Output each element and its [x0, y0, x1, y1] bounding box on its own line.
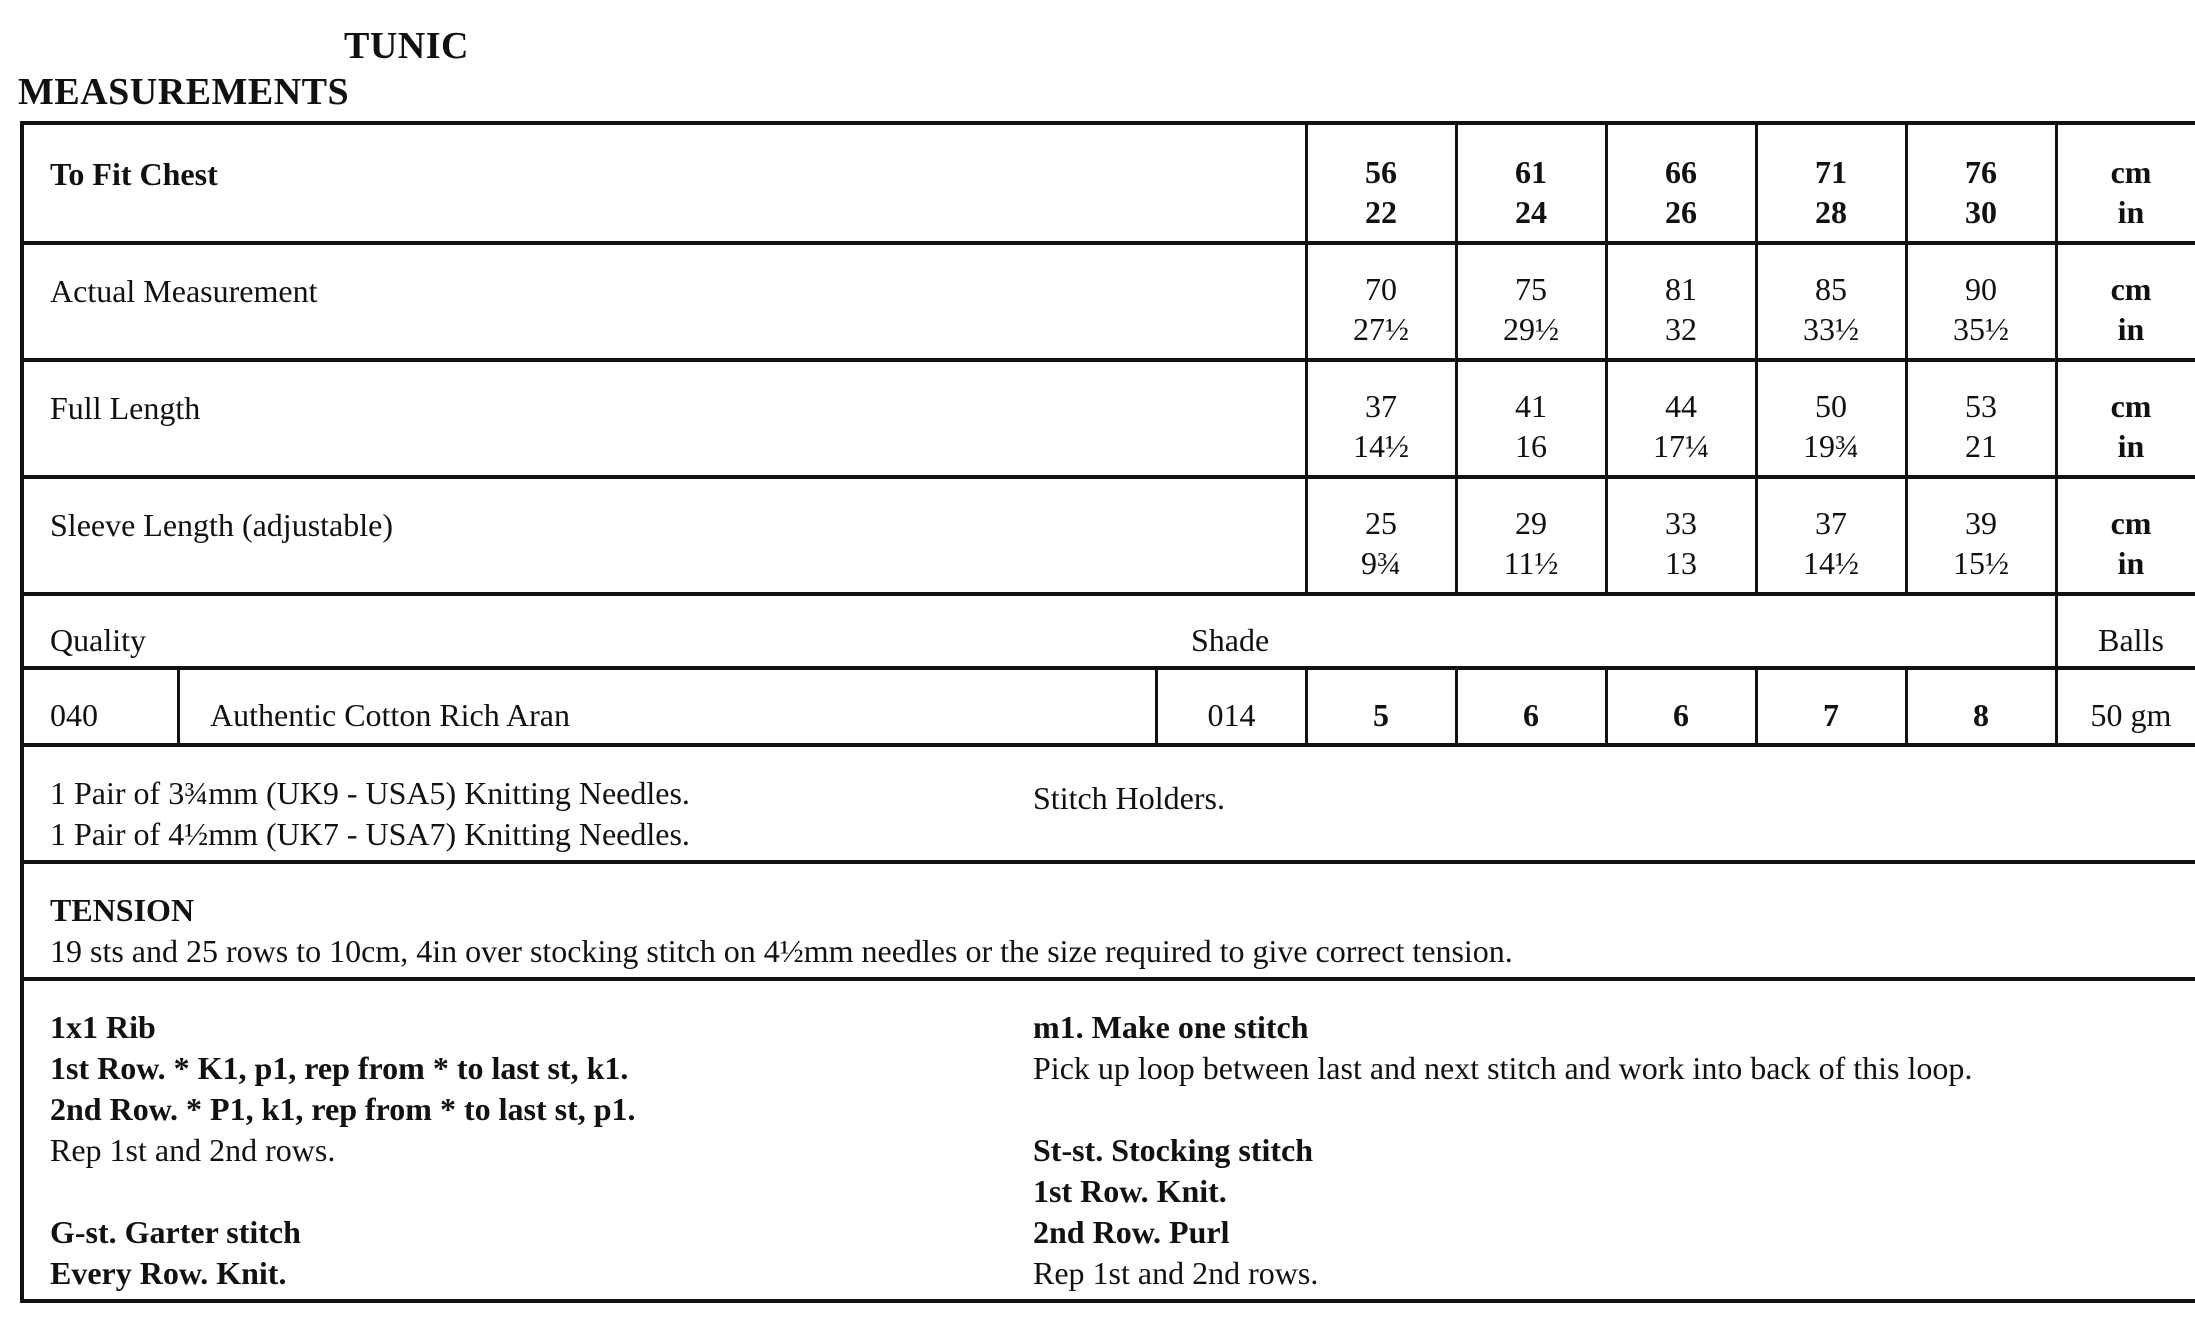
row-divider — [24, 743, 2195, 747]
measurements-heading: MEASUREMENTS — [18, 71, 350, 113]
size-cell: 66 26 — [1665, 154, 1697, 230]
needles-line: 1 Pair of 4½mm (UK7 - USA7) Knitting Needles. — [50, 816, 690, 852]
tension-text: 19 sts and 25 rows to 10cm, 4in over stocking stitch on 4½mm needles or the size required to give correct tension. — [50, 933, 1513, 969]
unit-cell: cm in — [2110, 271, 2152, 347]
stitch-glossary-right — [1033, 1007, 1972, 1294]
size-cell: 39 15½ — [1953, 505, 2009, 581]
ball-weight: 50 gm — [2090, 697, 2172, 733]
tension-heading: TENSION — [50, 892, 195, 928]
balls-count: 6 — [1523, 697, 1539, 733]
column-divider — [177, 666, 180, 747]
balls-count: 8 — [1973, 697, 1989, 733]
size-cell: 85 33½ — [1803, 271, 1859, 347]
size-cell: 33 13 — [1665, 505, 1697, 581]
unit-cell: cm in — [2110, 388, 2152, 464]
row-label-full-length: Full Length — [50, 390, 201, 426]
stitch-holders: Stitch Holders. — [1033, 780, 1225, 816]
quality-code: 040 — [50, 697, 98, 733]
size-cell: 37 14½ — [1803, 505, 1859, 581]
unit-cell: cm in — [2110, 505, 2152, 581]
size-cell: 41 16 — [1515, 388, 1547, 464]
shade-header: Shade — [1191, 622, 1270, 658]
size-cell: 70 27½ — [1353, 271, 1409, 347]
stst-repeat: Rep 1st and 2nd rows. — [1033, 1255, 1319, 1291]
size-cell: 81 32 — [1665, 271, 1697, 347]
size-cell: 25 9¾ — [1361, 505, 1401, 581]
balls-count: 7 — [1823, 697, 1839, 733]
row-divider — [24, 860, 2195, 864]
balls-count: 5 — [1373, 697, 1389, 733]
rib-title: 1x1 Rib — [50, 1009, 156, 1045]
size-cell: 75 29½ — [1503, 271, 1559, 347]
tension-section — [50, 890, 1513, 972]
size-cell: 76 30 — [1965, 154, 1997, 230]
m1-title: m1. Make one stitch — [1033, 1009, 1309, 1045]
size-cell: 56 22 — [1365, 154, 1397, 230]
rib-row: 1st Row. * K1, p1, rep from * to last st, k1. — [50, 1050, 629, 1086]
stitch-glossary-left — [50, 1007, 636, 1294]
row-label-sleeve-length: Sleeve Length (adjustable) — [50, 507, 393, 543]
rib-row: 2nd Row. * P1, k1, rep from * to last st, p1. — [50, 1091, 636, 1127]
row-divider — [24, 358, 2195, 362]
size-cell: 37 14½ — [1353, 388, 1409, 464]
unit-cell: cm in — [2110, 154, 2152, 230]
pattern-title: TUNIC — [344, 25, 469, 67]
yarn-name: Authentic Cotton Rich Aran — [210, 697, 570, 733]
garter-row: Every Row. Knit. — [50, 1255, 287, 1291]
quality-header: Quality — [50, 622, 146, 658]
balls-count: 6 — [1673, 697, 1689, 733]
m1-text: Pick up loop between last and next stitch and work into back of this loop. — [1033, 1050, 1973, 1086]
row-label-chest: To Fit Chest — [50, 156, 218, 192]
measurements-table — [20, 121, 2195, 1303]
size-cell: 71 28 — [1815, 154, 1847, 230]
stst-title: St-st. Stocking stitch — [1033, 1132, 1314, 1168]
shade-code: 014 — [1207, 697, 1256, 733]
size-cell: 61 24 — [1515, 154, 1547, 230]
row-divider — [24, 592, 2195, 596]
size-cell: 53 21 — [1965, 388, 1997, 464]
size-cell: 44 17¼ — [1653, 388, 1709, 464]
needles-line: 1 Pair of 3¾mm (UK9 - USA5) Knitting Needles. — [50, 775, 690, 811]
balls-header: Balls — [2098, 622, 2164, 658]
needles-list — [50, 773, 690, 855]
size-cell: 90 35½ — [1953, 271, 2009, 347]
row-divider — [24, 666, 2195, 670]
row-divider — [24, 977, 2195, 981]
size-cell: 29 11½ — [1503, 505, 1559, 581]
row-divider — [24, 475, 2195, 479]
row-label-actual: Actual Measurement — [50, 273, 318, 309]
garter-title: G-st. Garter stitch — [50, 1214, 301, 1250]
row-divider — [24, 241, 2195, 245]
stst-row: 2nd Row. Purl — [1033, 1214, 1230, 1250]
stst-row: 1st Row. Knit. — [1033, 1173, 1227, 1209]
size-cell: 50 19¾ — [1803, 388, 1859, 464]
rib-repeat: Rep 1st and 2nd rows. — [50, 1132, 336, 1168]
